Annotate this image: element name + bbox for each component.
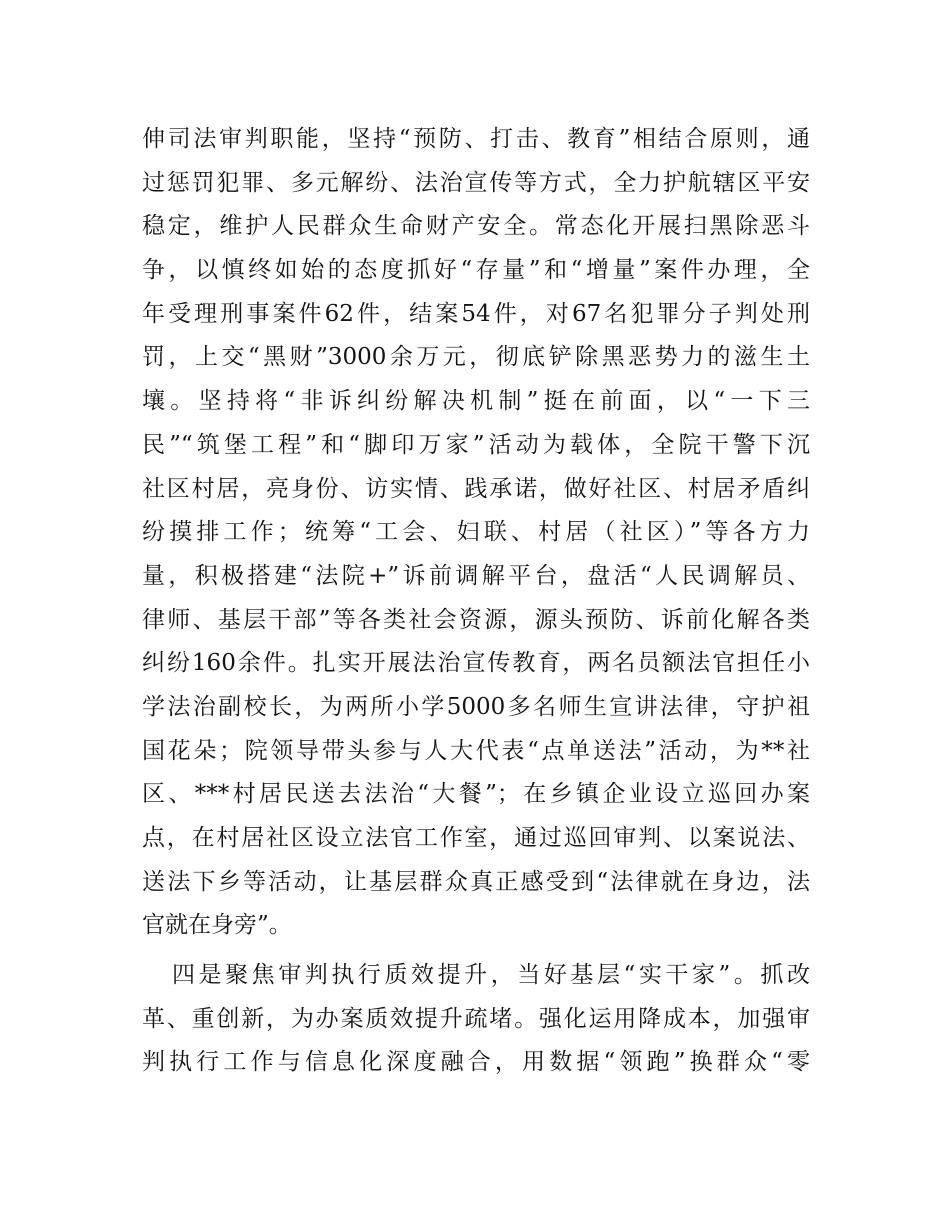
text-line: 律师、基层干部”等各类社会资源，源头预防、诉前化解各类 (142, 606, 810, 633)
text-line: 量，积极搭建“法院+”诉前调解平台，盘活“人民调解员、 (142, 562, 810, 589)
text-line: 伸司法审判职能，坚持“预防、打击、教育”相结合原则，通 (142, 126, 810, 152)
text-line: 纷摸排工作；统筹“工会、妇联、村居（社区）”等各方力 (142, 519, 810, 546)
text-line: 罚，上交“黑财”3000余万元，彻底铲除黑恶势力的滋生土 (142, 344, 810, 371)
text-line: 区、***村居民送去法治“大餐”；在乡镇企业设立巡回办案 (142, 781, 810, 808)
text-line: 纠纷160余件。扎实开展法治宣传教育，两名员额法官担任小 (142, 650, 810, 677)
paragraph-1 (142, 118, 810, 948)
text-line: 革、重创新，为办案质效提升疏堵。强化运用降成本，加强审 (142, 1005, 810, 1032)
text-line: 过惩罚犯罪、多元解纷、法治宣传等方式，全力护航辖区平安 (142, 169, 810, 196)
text-line: 送法下乡等活动，让基层群众真正感受到“法律就在身边，法 (142, 868, 810, 895)
text-line: 国花朵；院领导带头参与人大代表“点单送法”活动，为**社 (142, 737, 810, 764)
document-body (142, 118, 810, 1085)
text-line: 点，在村居社区设立法官工作室，通过巡回审判、以案说法、 (142, 825, 810, 851)
paragraph-2 (142, 954, 810, 1085)
text-line-last: 官就在身旁”。 (142, 912, 292, 939)
text-line: 年受理刑事案件62件，结案54件，对67名犯罪分子判处刑 (142, 300, 810, 327)
text-line: 判执行工作与信息化深度融合，用数据“领跑”换群众“零 (142, 1049, 810, 1076)
text-line: 争，以慎终如始的态度抓好“存量”和“增量”案件办理，全 (142, 257, 810, 284)
text-line: 民”“筑堡工程”和“脚印万家”活动为载体，全院干警下沉 (142, 431, 810, 458)
text-line: 稳定，维护人民群众生命财产安全。常态化开展扫黑除恶斗 (142, 213, 810, 240)
text-line: 学法治副校长，为两所小学5000多名师生宣讲法律，守护祖 (142, 693, 810, 720)
text-line: 社区村居，亮身份、访实情、践承诺，做好社区、村居矛盾纠 (142, 475, 810, 502)
text-line-first-indented: 四是聚焦审判执行质效提升，当好基层“实干家”。抓改 (172, 962, 810, 989)
text-line: 壤。坚持将“非诉纠纷解决机制”挺在前面，以“一下三 (142, 388, 810, 415)
